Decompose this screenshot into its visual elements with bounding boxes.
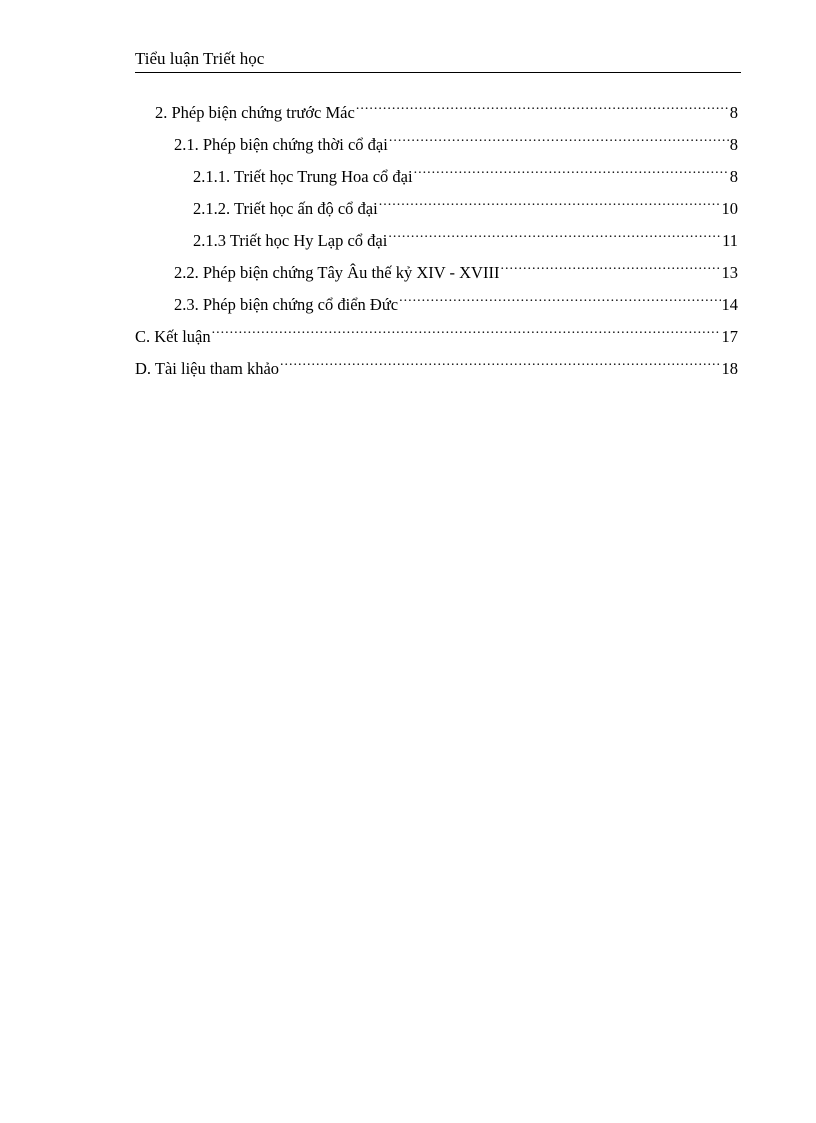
toc-dot-leader [500,254,720,278]
toc-page-number: 8 [729,103,738,122]
toc-page-number: 13 [721,263,738,282]
toc-page-number: 10 [721,199,738,218]
toc-entry-section-2-1-2[interactable] [193,190,738,218]
toc-dot-leader [280,350,720,374]
page-header [135,48,741,73]
toc-page-number: 11 [722,231,738,250]
toc-entry-label: 2.2. Phép biện chứng Tây Âu thế kỷ XIV - XVIII [174,263,500,282]
toc-page-number: 14 [721,295,738,314]
toc-entry-section-2-1-1[interactable] [193,158,738,186]
toc-dot-leader [212,318,721,342]
toc-page-number: 18 [721,359,738,378]
toc-dot-leader [388,222,721,246]
toc-entry-label: 2. Phép biện chứng trước Mác [155,103,355,122]
toc-dot-leader [379,190,721,214]
toc-entry-section-2-1[interactable] [174,126,738,154]
toc-dot-leader [356,94,729,118]
toc-dot-leader [399,286,720,310]
toc-entry-label: 2.1.1. Triết học Trung Hoa cổ đại [193,167,413,186]
toc-entry-label: 2.1.2. Triết học ấn độ cổ đại [193,199,378,218]
toc-dot-leader [389,126,729,150]
toc-page-number: 17 [721,327,738,346]
toc-entry-label: C. Kết luận [135,327,211,346]
toc-entry-section-d[interactable] [135,350,738,378]
header-title: Tiểu luận Triết học [135,49,265,68]
toc-entry-section-2-1-3[interactable] [193,222,738,250]
toc-page-number: 8 [729,167,738,186]
toc-entry-section-2-3[interactable] [174,286,738,314]
toc-entry-label: 2.1.3 Triết học Hy Lạp cổ đại [193,231,388,250]
toc-dot-leader [414,158,729,182]
toc-entry-section-c[interactable] [135,318,738,346]
toc-entry-section-2-2[interactable] [174,254,738,282]
toc-entry-section-2[interactable] [155,94,738,122]
toc-entry-label: 2.1. Phép biện chứng thời cổ đại [174,135,388,154]
toc-page-number: 8 [729,135,738,154]
toc-entry-label: D. Tài liệu tham khảo [135,359,280,378]
toc-entry-label: 2.3. Phép biện chứng cổ điển Đức [174,295,399,314]
